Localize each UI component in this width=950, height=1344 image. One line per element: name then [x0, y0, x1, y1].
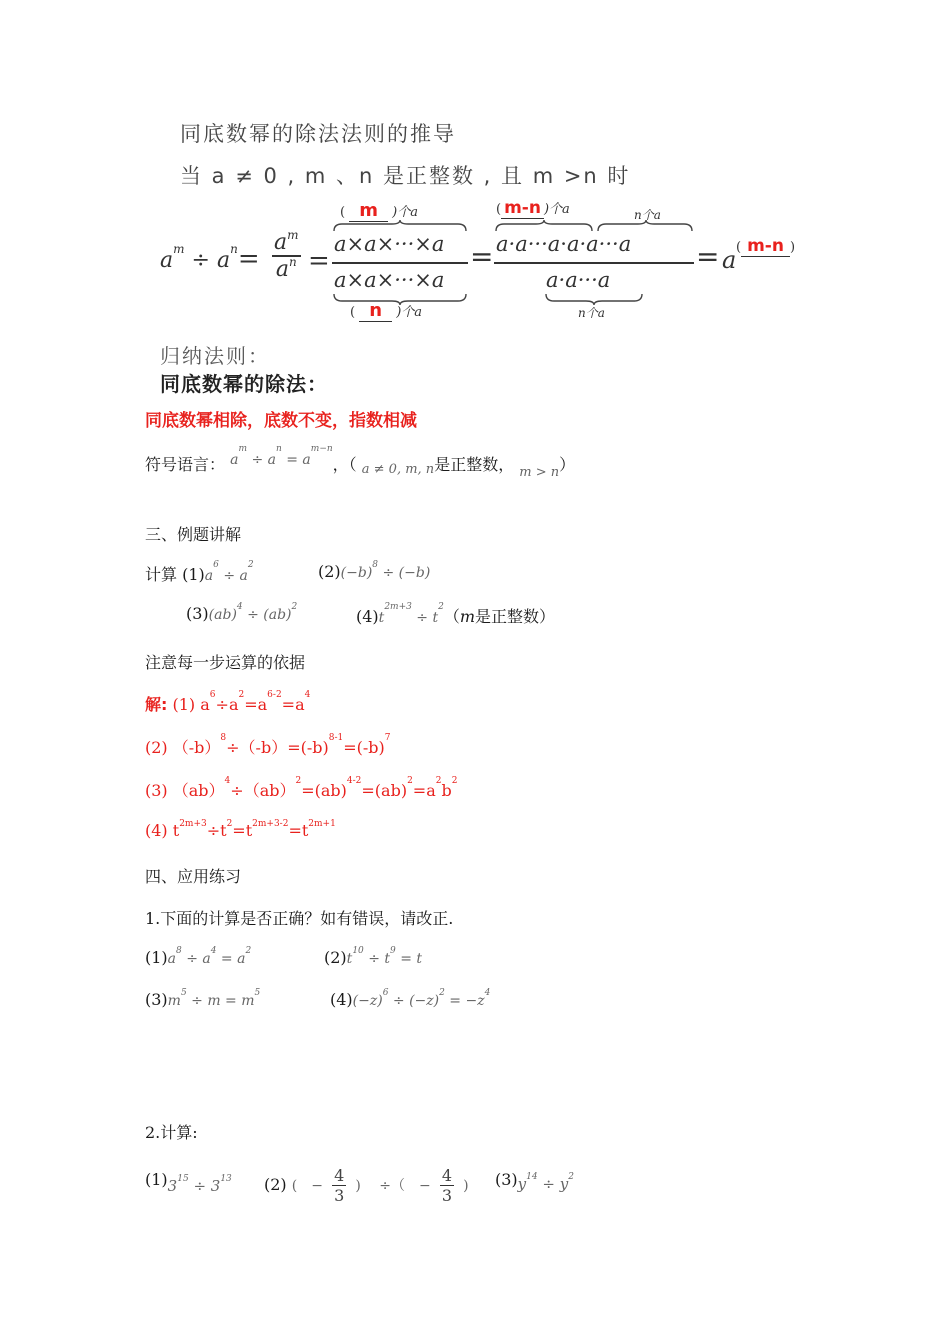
example-2: $(2)(-b)^8 \div (-b)$ [318, 560, 431, 581]
result-exponent: ( m-n ) [736, 236, 796, 256]
symbol-language: 符号语言： $a^m \div a^n = a^{m-n}$，（ a ≠ 0, m, n是正整数， $_{m > n}$） [145, 444, 576, 480]
mid-braces [494, 220, 694, 232]
exercise-2: $(2)t^{10} \div t^9 = t$ [324, 946, 423, 967]
mid-count-label: ( m-n )个a [496, 198, 570, 218]
lhs-expression: $a^m \div a^n=$ [160, 242, 260, 274]
eq-sign-2: = [470, 240, 494, 273]
symbol-formula: $a^m \div a^n = a^{m-n}$ [230, 444, 333, 468]
top-count-label: ( m )个a [340, 200, 418, 221]
solution-2: (2) $(-b)^8\div(-b)=(-b)^{8-1}=(-b)^7$ [145, 733, 391, 757]
lhs-fraction: $a^m$ $a^n$ [274, 228, 299, 282]
section4-title: 四、应用练习 [145, 867, 242, 886]
derivation-condition: 当 a ≠ 0 , m 、n 是正整数 , 且 m >n 时 [180, 164, 631, 188]
result-base: a [722, 246, 737, 274]
summary-label: 归纳法则： [160, 344, 270, 368]
example-4: $(4)t^{2m+3} \div t^2(m$是正整数） [356, 602, 556, 626]
rule-statement: 同底数幂相除，底数不变，指数相减 [145, 411, 417, 431]
solution-1: 解: (1) $a^6\div a^2=a^{6-2}=a^4$ [145, 690, 311, 714]
question-1: 1.下面的计算是否正确？如有错误，请改正. [145, 909, 454, 928]
dot-denominator: a·a···a [546, 268, 611, 292]
n-count-top: n个a [634, 208, 661, 222]
exercise-3: $(3)m^5 \div m = m^5$ [145, 988, 261, 1009]
derivation-heading: 同底数幂的除法法则的推导 [180, 122, 456, 146]
question-2: 2.计算: [145, 1123, 198, 1142]
calc-2: (2) ( − $\frac{4}{3}$ ) ÷（ − $\frac{4}{3}$ ) [264, 1166, 469, 1205]
example-row-1: 计算 $(1)a^6 \div a^2$ [145, 560, 254, 584]
top-brace [332, 220, 468, 232]
section3-title: 三、例题讲解 [145, 525, 242, 544]
eq-sign-1: = [308, 246, 330, 276]
chain-numerator: a×a×···×a [334, 232, 445, 256]
calc-1: $(1)3^{15} \div 3^{13}$ [145, 1170, 232, 1195]
solution-4: (4) $t^{2m+3}\div t^2=t^{2m+3-2}=t^{2m+1}$ [145, 819, 336, 840]
rule-title: 同底数幂的除法： [160, 372, 328, 396]
example-3: (3)(ab)$^4$ ÷ (ab)$^2$ [186, 602, 298, 623]
symbol-label: 符号语言： [145, 455, 226, 474]
bottom-count-label: ( n )个a [350, 300, 423, 321]
exercise-1: $(1)a^8 \div a^4 = a^2$ [145, 946, 252, 967]
calc-3: $(3)y^{14} \div y^2$ [495, 1170, 574, 1193]
solution-3: (3) $(ab)^4\div(ab)^2=(ab)^{4-2}=(ab)^2=a^2b^2$ [145, 776, 458, 800]
exercise-4: $(4)(-z)^6 \div (-z)^2 = -z^4$ [330, 988, 491, 1009]
eq-sign-3: = [696, 240, 720, 273]
dot-numerator: a·a···a·a·a···a [496, 232, 632, 256]
n-count-bottom: n个a [578, 306, 605, 320]
second-fraction-bar [494, 262, 694, 264]
main-fraction-bar [332, 262, 468, 264]
notice-text: 注意每一步运算的依据 [145, 653, 306, 672]
chain-denominator: a×a×···×a [334, 268, 445, 292]
